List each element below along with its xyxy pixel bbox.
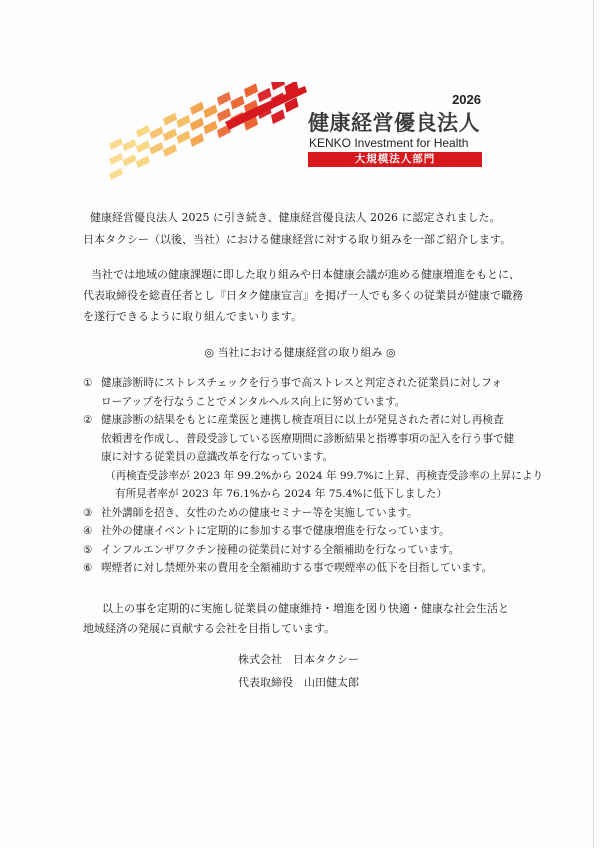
- item-number: ③: [83, 506, 93, 519]
- intro-line-2: 日本タクシー（以後、当社）における健康経営に対する取り組みを一部ご紹介します。: [83, 233, 512, 246]
- flag-tile: [217, 108, 231, 122]
- flag-tile: [177, 131, 191, 144]
- closing-line-1: 以上の事を定期的に実施し従業員の健康維持・増進を図り快適・健康な社会生活と: [102, 602, 509, 615]
- list-item: [83, 374, 523, 411]
- flag-tile: [231, 96, 245, 110]
- flag-tile: [109, 168, 123, 180]
- item-line: ローアップを行なうことでメンタルヘルス向上に努めています。: [101, 395, 406, 408]
- health-flag-logo-icon: [105, 82, 310, 182]
- flag-tile: [109, 138, 123, 150]
- flag-tile: [204, 105, 218, 119]
- item-line: 社外の健康イベントに定期的に参加する事で健康増進を行なっています。: [101, 525, 450, 537]
- item-line: 健康診断の結果をもとに産業医と連携し検査項目に以上が発見された者に対し再検査: [101, 414, 504, 426]
- flag-tile: [109, 153, 123, 165]
- flag-tile: [204, 121, 218, 135]
- flag-tile: [123, 139, 137, 151]
- logo-category-band: 大規模法人部門: [308, 152, 482, 167]
- item-number: ⑤: [83, 543, 93, 556]
- flag-tile: [244, 83, 258, 97]
- signature-representative: 代表取締役 山田健太郎: [238, 676, 359, 689]
- item-line: 社外講師を招き、女性のための健康セミナー等を実施しています。: [101, 506, 418, 519]
- flag-tile: [163, 113, 177, 126]
- closing-line-2: 地域経済の発展に貢献する会社を目指しています。: [83, 622, 336, 635]
- policy-line-1: 当社では地域の健康課題に即した取り組みや日本健康会議が進める健康増進をもとに、: [91, 268, 520, 281]
- policy-line-2: 代表取締役を総責任者とし『日タク健康宣言』を掲げ一人でも多くの従業員が健康で職務: [83, 289, 523, 302]
- item-line: 依頼書を作成し、普段受診している医療期間に診断結果と指導事項の記入を行う事で健: [101, 432, 515, 445]
- logo-subtitle: KENKO Investment for Health: [309, 136, 469, 150]
- list-item: [83, 504, 523, 523]
- signature-company: 株式会社 日本タクシー: [238, 653, 359, 666]
- item-line: 健康診断時にストレスチェックを行う事で高ストレスと判定された従業員に対しフォ: [101, 377, 502, 389]
- flag-tile: [177, 115, 191, 128]
- flag-tile: [150, 142, 164, 155]
- section-heading: ◎ 当社における健康経営の取り組み ◎: [204, 346, 396, 359]
- list-item: [83, 559, 523, 578]
- policy-line-3: を遂行できるように取り組んでまいります。: [83, 310, 303, 323]
- flag-tile: [190, 133, 204, 146]
- item-line: インフルエンザワクチン接種の従業員に対する全額補助を行なっています。: [101, 543, 460, 556]
- flag-tile: [136, 156, 150, 168]
- flag-tile: [190, 118, 204, 131]
- flag-tile: [163, 128, 177, 141]
- list-item: [83, 522, 523, 541]
- flag-tile: [136, 140, 150, 152]
- flag-tile: [136, 125, 150, 137]
- list-item: [83, 411, 523, 467]
- item-number: ①: [83, 377, 93, 389]
- item-number: ⑥: [83, 562, 93, 574]
- flag-tile: [163, 144, 177, 157]
- item-number: ②: [83, 414, 93, 426]
- list-item: [83, 541, 523, 560]
- item-note-line-2: 有所見者率が 2023 年 76.1%から 2024 年 75.4%に低下しました）: [115, 488, 448, 500]
- scan-edge-line: [593, 0, 594, 848]
- intro-line-1: 健康経営優良法人 2025 に引き続き、健康経営優良法人 2026 に認定されました。: [90, 211, 501, 224]
- item-number: ④: [83, 525, 93, 537]
- flag-tile: [217, 92, 231, 106]
- item-line: 喫煙者に対し禁煙外来の費用を全額補助する事で喫煙率の低下を目指しています。: [101, 562, 493, 574]
- flag-tile: [123, 154, 137, 166]
- flag-tile: [258, 88, 272, 103]
- logo-title: 健康経営優良法人: [308, 111, 480, 135]
- flag-tile: [271, 82, 285, 90]
- item-line: 康に対する従業員の意識改革を行なっています。: [101, 451, 334, 463]
- initiatives-list: [83, 374, 544, 578]
- item-note-line-1: （再検査受診率が 2023 年 99.2%から 2024 年 99.7%に上昇、再検査受診率の上昇により: [105, 469, 544, 482]
- logo-year: 2026: [452, 92, 481, 107]
- flag-tile: [150, 127, 164, 140]
- flag-tile: [190, 102, 204, 115]
- flag-tile: [271, 109, 285, 124]
